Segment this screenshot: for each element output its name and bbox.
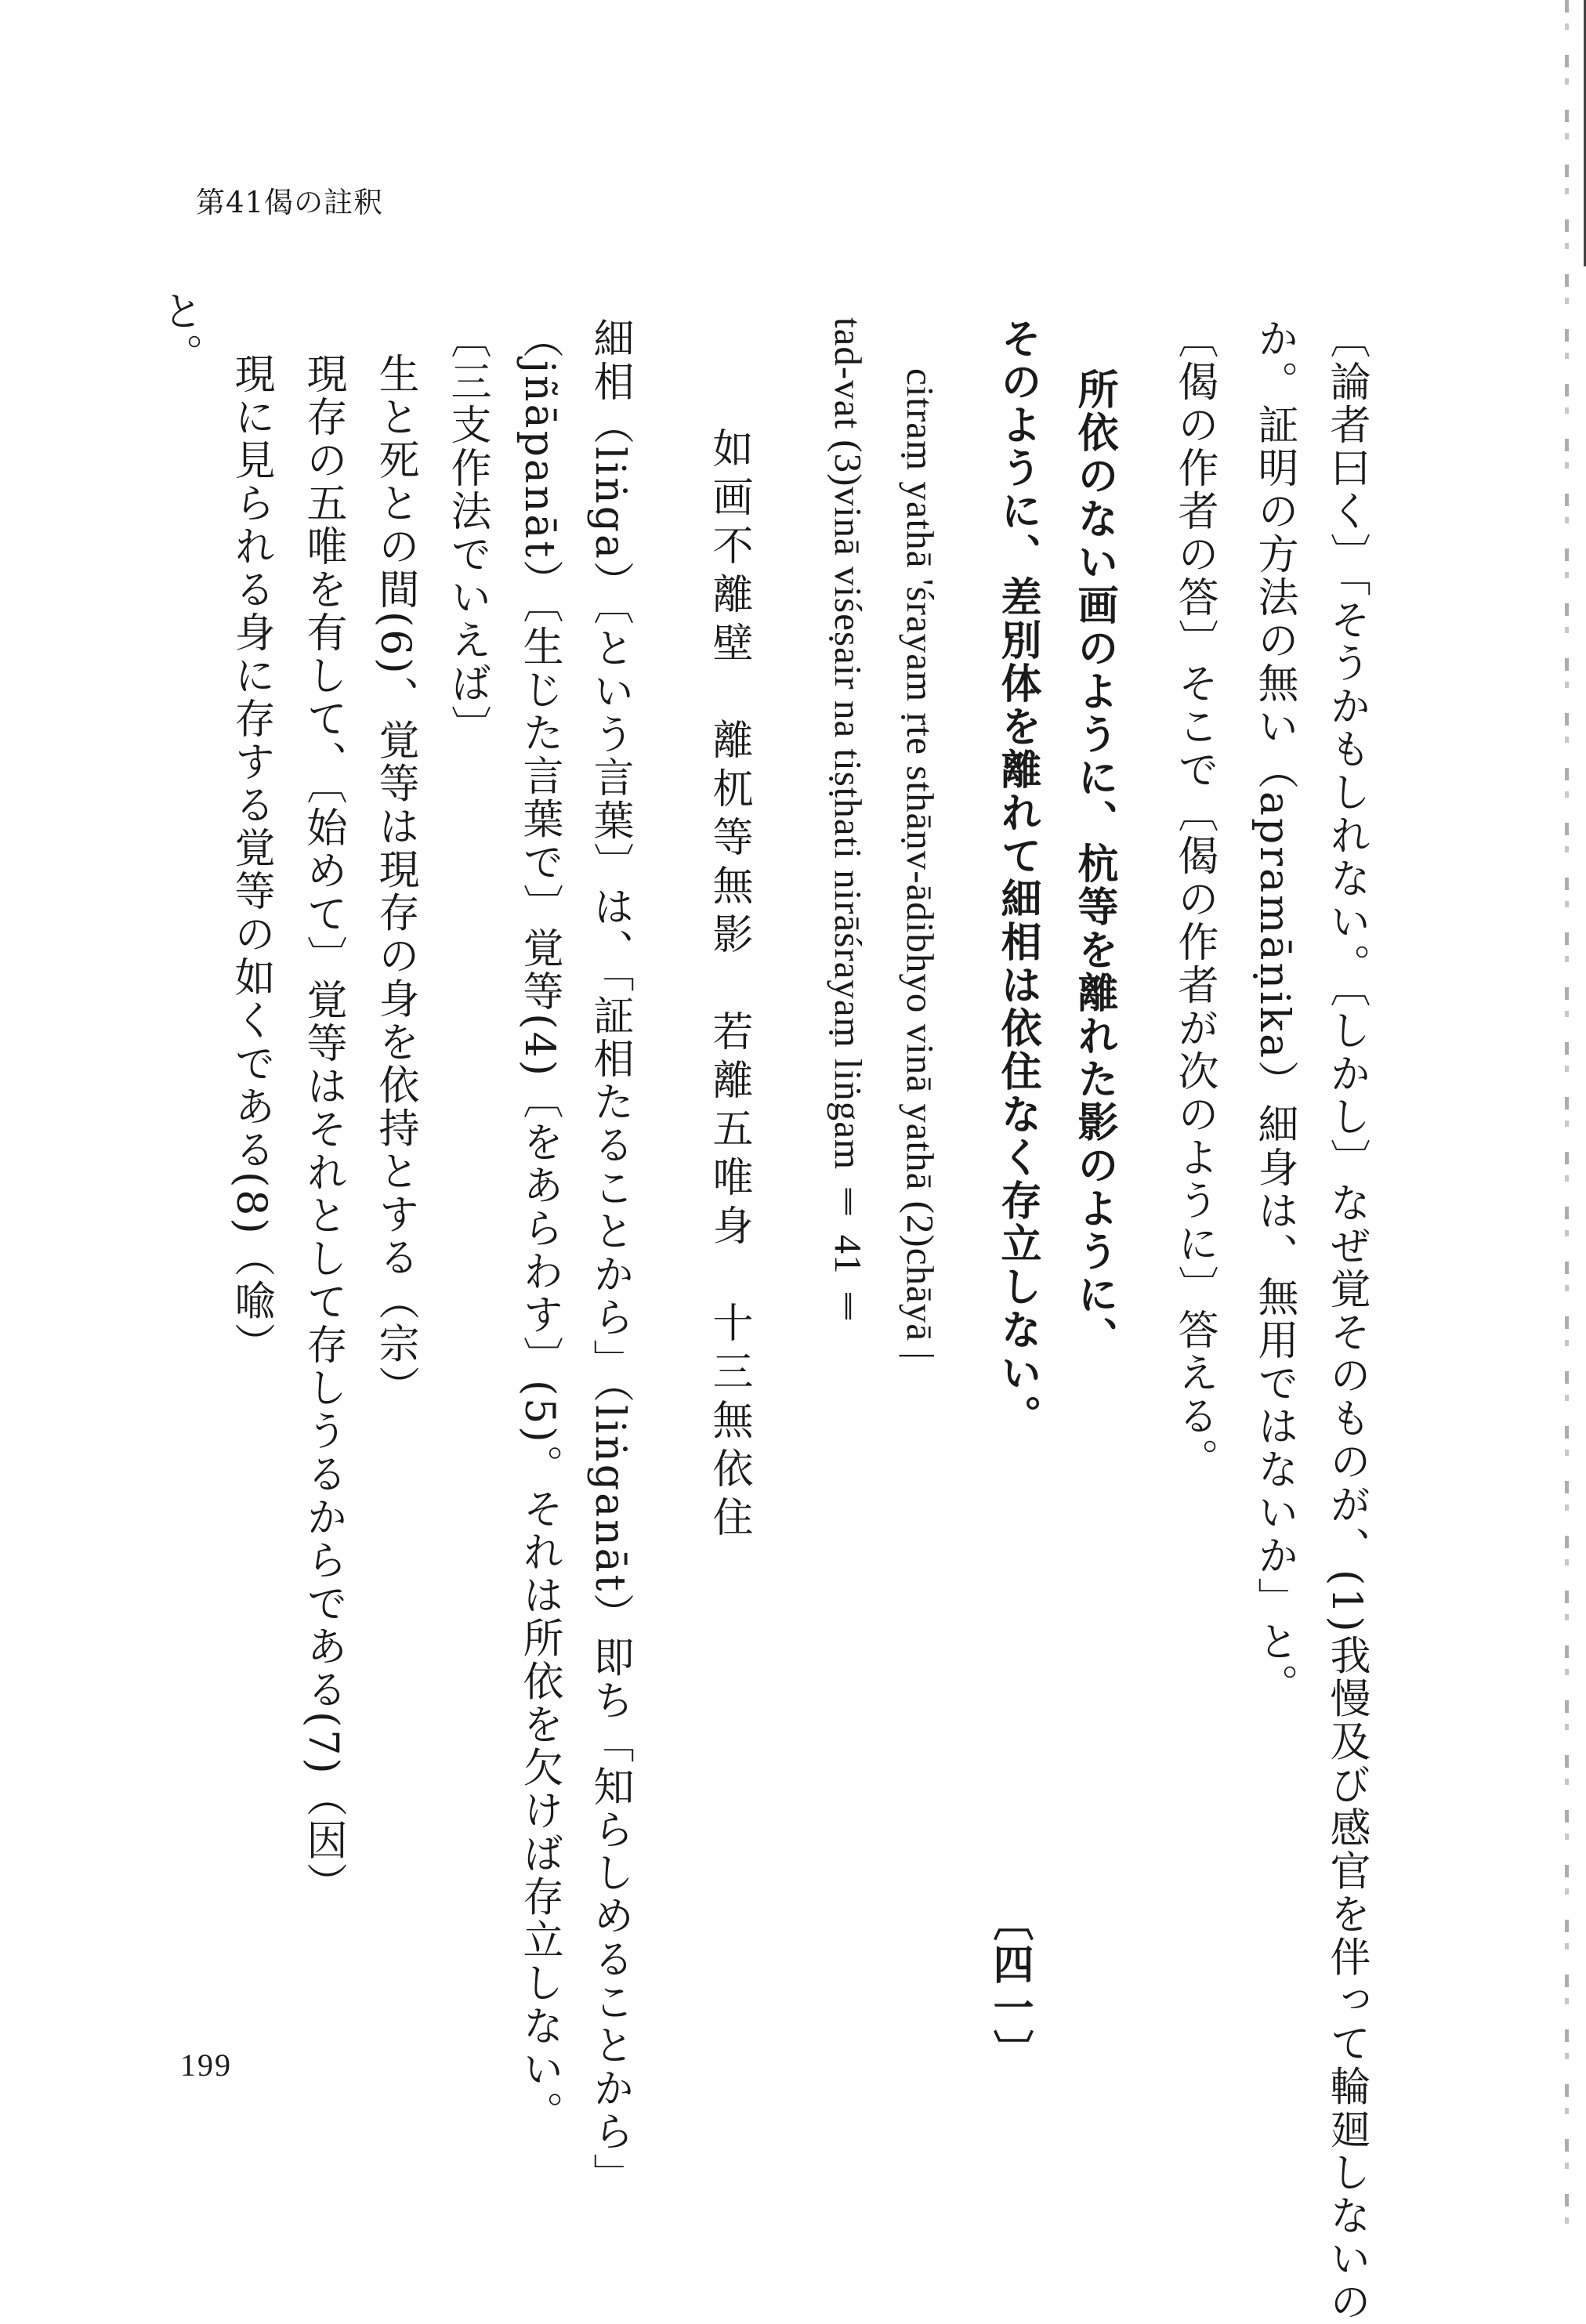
running-head: 第41偈の註釈 [196,186,384,219]
text-column-3: 〔偈の作者の答〕そこで〔偈の作者が次のように〕答える。 [1171,317,1218,1481]
verse-number: 〔四一〕 [986,1900,1033,2072]
text-column-2: か。証明の方法の無い（apramāṇika）細身は、無用ではないか」と。 [1251,317,1298,1707]
scan-edge-artifact [1565,0,1569,2246]
verse-translation-line-1: 所依のない画のように、杭等を離れた影のように、 [1070,368,1117,1359]
text-column-15: と。 [155,290,202,376]
page-number: 199 [180,2047,232,2083]
text-column-10: （jñāpanāt）〔生じた言葉で〕覚等(4)〔をあらわす〕(5)。それは所依を欠けば存立しない。 [516,317,563,2134]
syllogism-thesis: 生と死との間(6)、覚等は現存の身を依持とする（宗） [371,353,418,1409]
text-column-1: 〔論者曰く〕「そうかもしれない。〔しかし〕なぜ覚そのものが、(1)我慢及び感官を伴って輪廻しないの [1323,317,1370,2324]
text-column-9: 細相（liṅga）〔という言葉〕は、「証相たることから」（liṅganāt）即ち「知らしめることから」 [586,317,633,2197]
verse-translation-line-2: そのように、差別体を離れて細相は依住なく存立しない。 [994,317,1041,1438]
syllogism-example: 現に見られる身に存する覚等の如くである(8)（喩） [227,353,274,1366]
sanskrit-verse-line-1: citraṃ yathā 'śrayam ṛte sthāṇv-ādibhyo vinā yathā (2)chāyā | [899,368,942,1361]
chinese-verse: 如画不離壁 離杌等無影 若離五唯身 十三無依住 [705,427,752,1544]
sanskrit-verse-line-2: tad-vat (3)vinā viśeṣair na tiṣṭhati nirāśrayaṃ liṅgam ‖ 41 ‖ [827,317,870,1329]
syllogism-reason: 現存の五唯を有して、〔始めて〕覚等はそれとして存しうるからである(7)（因） [299,353,346,1906]
text-column-11: 〔三支作法でいえば〕 [444,317,491,748]
